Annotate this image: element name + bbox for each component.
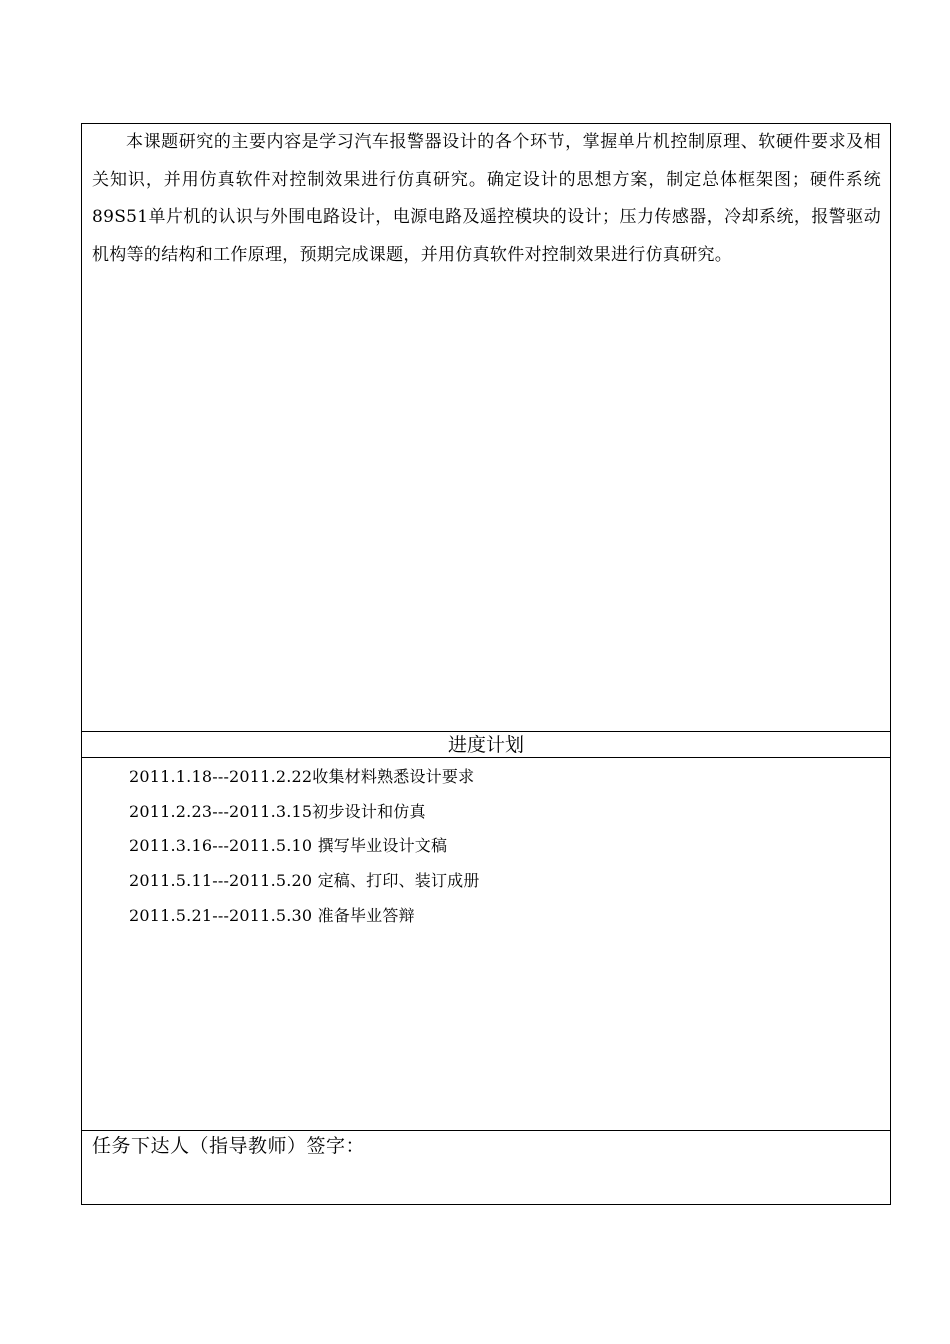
schedule-list	[129, 760, 890, 934]
schedule-header: 进度计划	[82, 732, 890, 758]
schedule-item: 2011.3.16---2011.5.10 撰写毕业设计文稿	[129, 836, 448, 856]
schedule-section	[82, 758, 890, 1131]
research-content-paragraph: 本课题研究的主要内容是学习汽车报警器设计的各个环节，掌握单片机控制原理、软硬件要求及相关知识，并用仿真软件对控制效果进行仿真研究。确定设计的思想方案，制定总体框架图；硬件系统89S51单片机的认识与外围电路设计，电源电路及遥控模块的设计；压力传感器，冷却系统，报警驱动机构等的结构和工作原理，预期完成课题，并用仿真软件对控制效果进行仿真研究。	[92, 132, 881, 265]
schedule-item: 2011.5.11---2011.5.20 定稿、打印、装订成册	[129, 871, 480, 891]
research-content-section	[82, 124, 890, 732]
task-form-table	[81, 123, 891, 1205]
schedule-item: 2011.1.18---2011.2.22收集材料熟悉设计要求	[129, 767, 475, 786]
schedule-item: 2011.2.23---2011.3.15初步设计和仿真	[129, 801, 426, 821]
schedule-item: 2011.5.21---2011.5.30 准备毕业答辩	[129, 905, 415, 925]
signature-label: 任务下达人（指导教师）签字：	[92, 1135, 366, 1157]
signature-section	[82, 1131, 890, 1205]
